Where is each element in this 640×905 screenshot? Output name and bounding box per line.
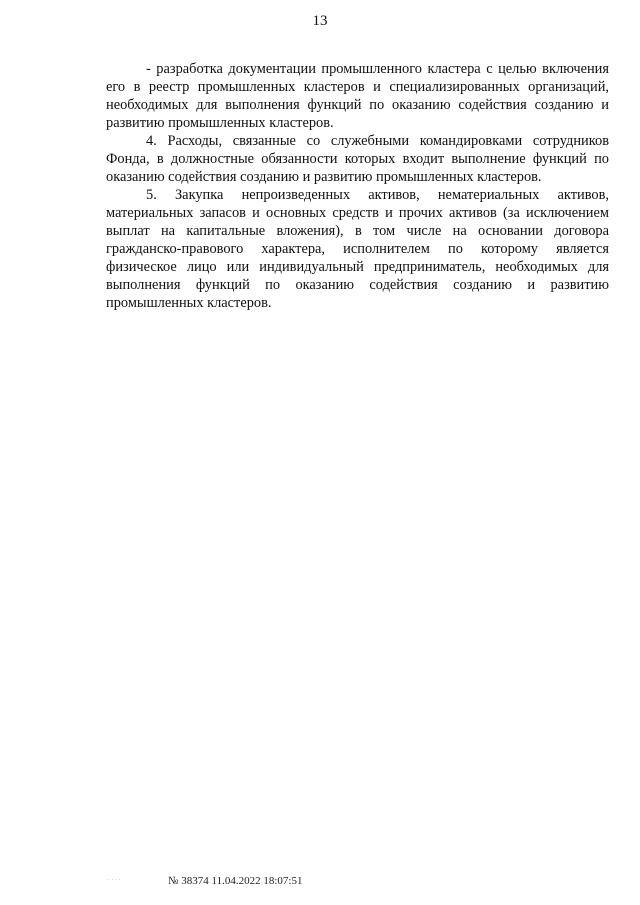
footer-faint-dots: · · · ·: [108, 878, 121, 883]
footer-faint-mark: [108, 878, 121, 888]
paragraph-cluster-documentation: - разработка документации промышленного кластера с целью включения его в реестр промышленных кластеров и специализированных организаций, необходимых для выполнения функций по оказанию содействия созданию и развитию промышленных кластеров.: [106, 61, 609, 131]
registration-stamp: № 38374 11.04.2022 18:07:51: [168, 875, 303, 887]
page-number: 13: [312, 13, 328, 29]
paragraph-asset-procurement: 5. Закупка непроизведенных активов, нематериальных активов, материальных запасов и основных средств и прочих активов (за исключением выплат на капитальные вложения), в том числе на основании договора гражданско-правового характера, исполнителем по которому является физическое лицо или индивидуальный предприниматель, необходимых для выполнения функций по оказанию содействия созданию и развитию промышленных кластеров.: [106, 187, 609, 311]
paragraph-travel-expenses: 4. Расходы, связанные со служебными командировками сотрудников Фонда, в должностные обязанности которых входит выполнение функций по оказанию содействия созданию и развитию промышленных кластеров.: [106, 133, 609, 185]
document-body: [106, 60, 609, 312]
